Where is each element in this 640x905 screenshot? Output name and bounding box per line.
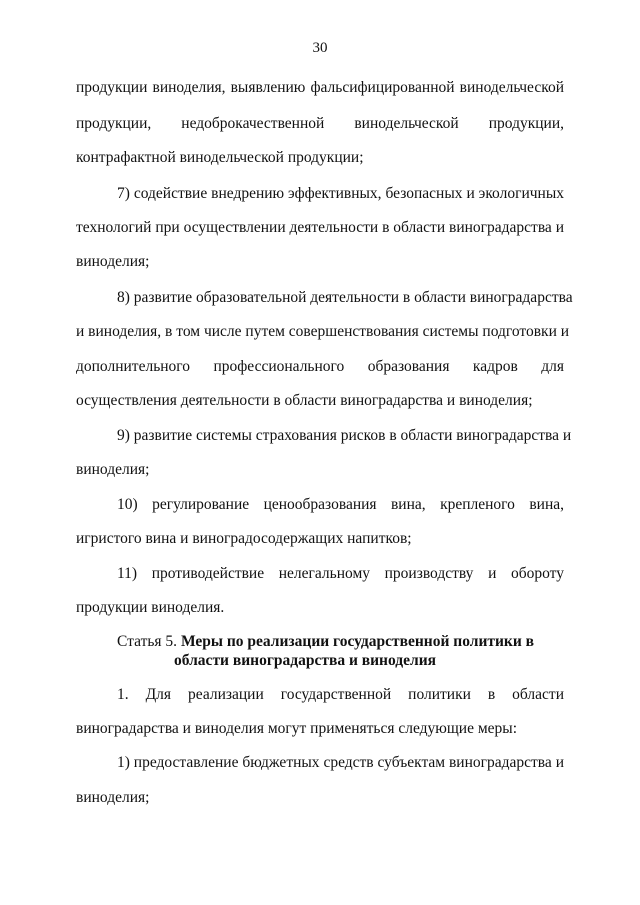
text-line: виноделия; [76, 789, 150, 806]
text-line: 8) развитие образовательной деятельности в области виноградарства [117, 289, 573, 306]
text-line: продукции виноделия. [76, 599, 225, 616]
text-line: 9) развитие системы страхования рисков в области виноградарства и [117, 427, 572, 444]
text-line: осуществления деятельности в области виноградарства и виноделия; [76, 392, 533, 409]
text-line: и виноделия, в том числе путем совершенствования системы подготовки и [76, 323, 570, 340]
text-line: виноградарства и виноделия могут применяться следующие меры: [76, 720, 518, 737]
text-line: игристого вина и виноградосодержащих напитков; [76, 530, 412, 547]
page-number: 30 [312, 40, 328, 56]
article-title: Меры по реализации государственной политики в [180, 633, 535, 650]
text-line: контрафактной винодельческой продукции; [76, 149, 364, 166]
text-line: технологий при осуществлении деятельности в области виноградарства и [76, 219, 564, 236]
text-line: 1) предоставление бюджетных средств субъектам виноградарства и [117, 754, 564, 771]
text-line: виноделия; [76, 461, 150, 478]
text-line: 1. Для реализации государственной политики в области [117, 686, 564, 703]
text-line: 7) содействие внедрению эффективных, безопасных и экологичных [117, 185, 564, 202]
article-title-continued: области виноградарства и виноделия [174, 652, 437, 669]
article-label: Статья 5. [117, 633, 178, 650]
text-line: продукции виноделия, выявлению фальсифицированной винодельческой [76, 79, 564, 96]
text-line: 10) регулирование ценообразования вина, крепленого вина, [117, 496, 564, 513]
text-line: дополнительного профессионального образования кадров для [76, 358, 564, 375]
text-line: продукции, недоброкачественной винодельческой продукции, [76, 115, 564, 132]
text-line: 11) противодействие нелегальному производству и обороту [117, 565, 564, 582]
text-line: виноделия; [76, 253, 150, 270]
